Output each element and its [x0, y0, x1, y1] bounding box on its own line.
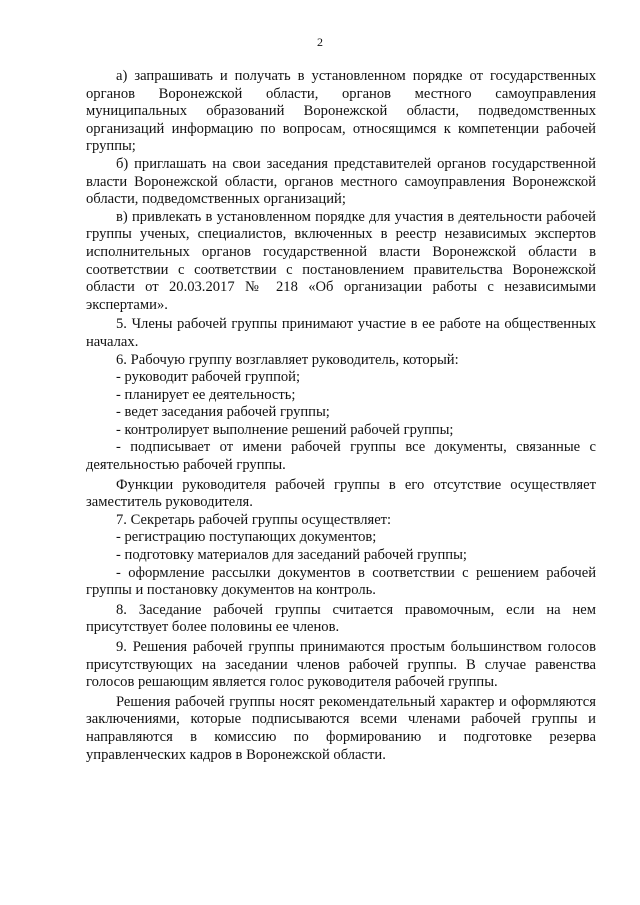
- list-item-secretary-duty-3: - оформление рассылки документов в соответствии с решением рабочей группы и постановку документов на контроль.: [86, 564, 596, 599]
- paragraph-8-quorum: 8. Заседание рабочей группы считается правомочным, если на нем присутствует более половины ее членов.: [86, 601, 596, 636]
- list-item-head-duty-3: - ведет заседания рабочей группы;: [116, 404, 330, 421]
- paragraph-6-head: 6. Рабочую группу возглавляет руководитель, который:: [116, 351, 459, 368]
- paragraph-decisions-advisory: Решения рабочей группы носят рекомендательный характер и оформляются заключениями, которые подписываются всеми членами рабочей группы и направляются в комиссию по формированию и подготовке резерва управленческих кадров в Воронежской области.: [86, 693, 596, 763]
- paragraph-b-invite-representatives: б) приглашать на свои заседания представителей органов государственной власти Воронежской области, органов местного самоуправления Воронежской области, подведомственных организаций;: [86, 155, 596, 208]
- list-item-head-duty-2: - планирует ее деятельность;: [116, 386, 296, 403]
- page-number: 2: [317, 35, 323, 49]
- paragraph-deputy-functions: Функции руководителя рабочей группы в его отсутствие осуществляет заместитель руководителя.: [86, 476, 596, 511]
- list-item-secretary-duty-2: - подготовку материалов для заседаний рабочей группы;: [116, 547, 467, 564]
- paragraph-5-members: 5. Члены рабочей группы принимают участие в ее работе на общественных началах.: [86, 316, 596, 350]
- document-body: [86, 68, 596, 764]
- list-item-secretary-duty-1: - регистрацию поступающих документов;: [116, 529, 377, 546]
- list-item-head-duty-4: - контролирует выполнение решений рабочей группы;: [116, 421, 454, 438]
- paragraph-9-decisions: 9. Решения рабочей группы принимаются простым большинством голосов присутствующих на заседании членов рабочей группы. В случае равенства голосов решающим является голос руководителя рабочей группы.: [86, 639, 596, 691]
- paragraph-a-request-information: а) запрашивать и получать в установленном порядке от государственных органов Воронежской области, органов местного самоуправления муниципальных образований Воронежской области, подведомственных организаций информацию по вопросам, относящимся к компетенции рабочей группы;: [86, 68, 596, 155]
- paragraph-v-involve-experts: в) привлекать в установленном порядке для участия в деятельности рабочей группы ученых, специалистов, включенных в реестр независимых экспертов исполнительных органов государственной власти Воронежской области в соответствии с соответствии с постановлением правительства Воронежской области от 20.03.2017 № 218 «Об организации работы с независимыми экспертами».: [86, 208, 596, 313]
- list-item-head-duty-1: - руководит рабочей группой;: [116, 369, 301, 386]
- paragraph-7-secretary: 7. Секретарь рабочей группы осуществляет:: [116, 511, 392, 528]
- list-item-head-duty-5: - подписывает от имени рабочей группы все документы, связанные с деятельностью рабочей группы.: [86, 439, 596, 474]
